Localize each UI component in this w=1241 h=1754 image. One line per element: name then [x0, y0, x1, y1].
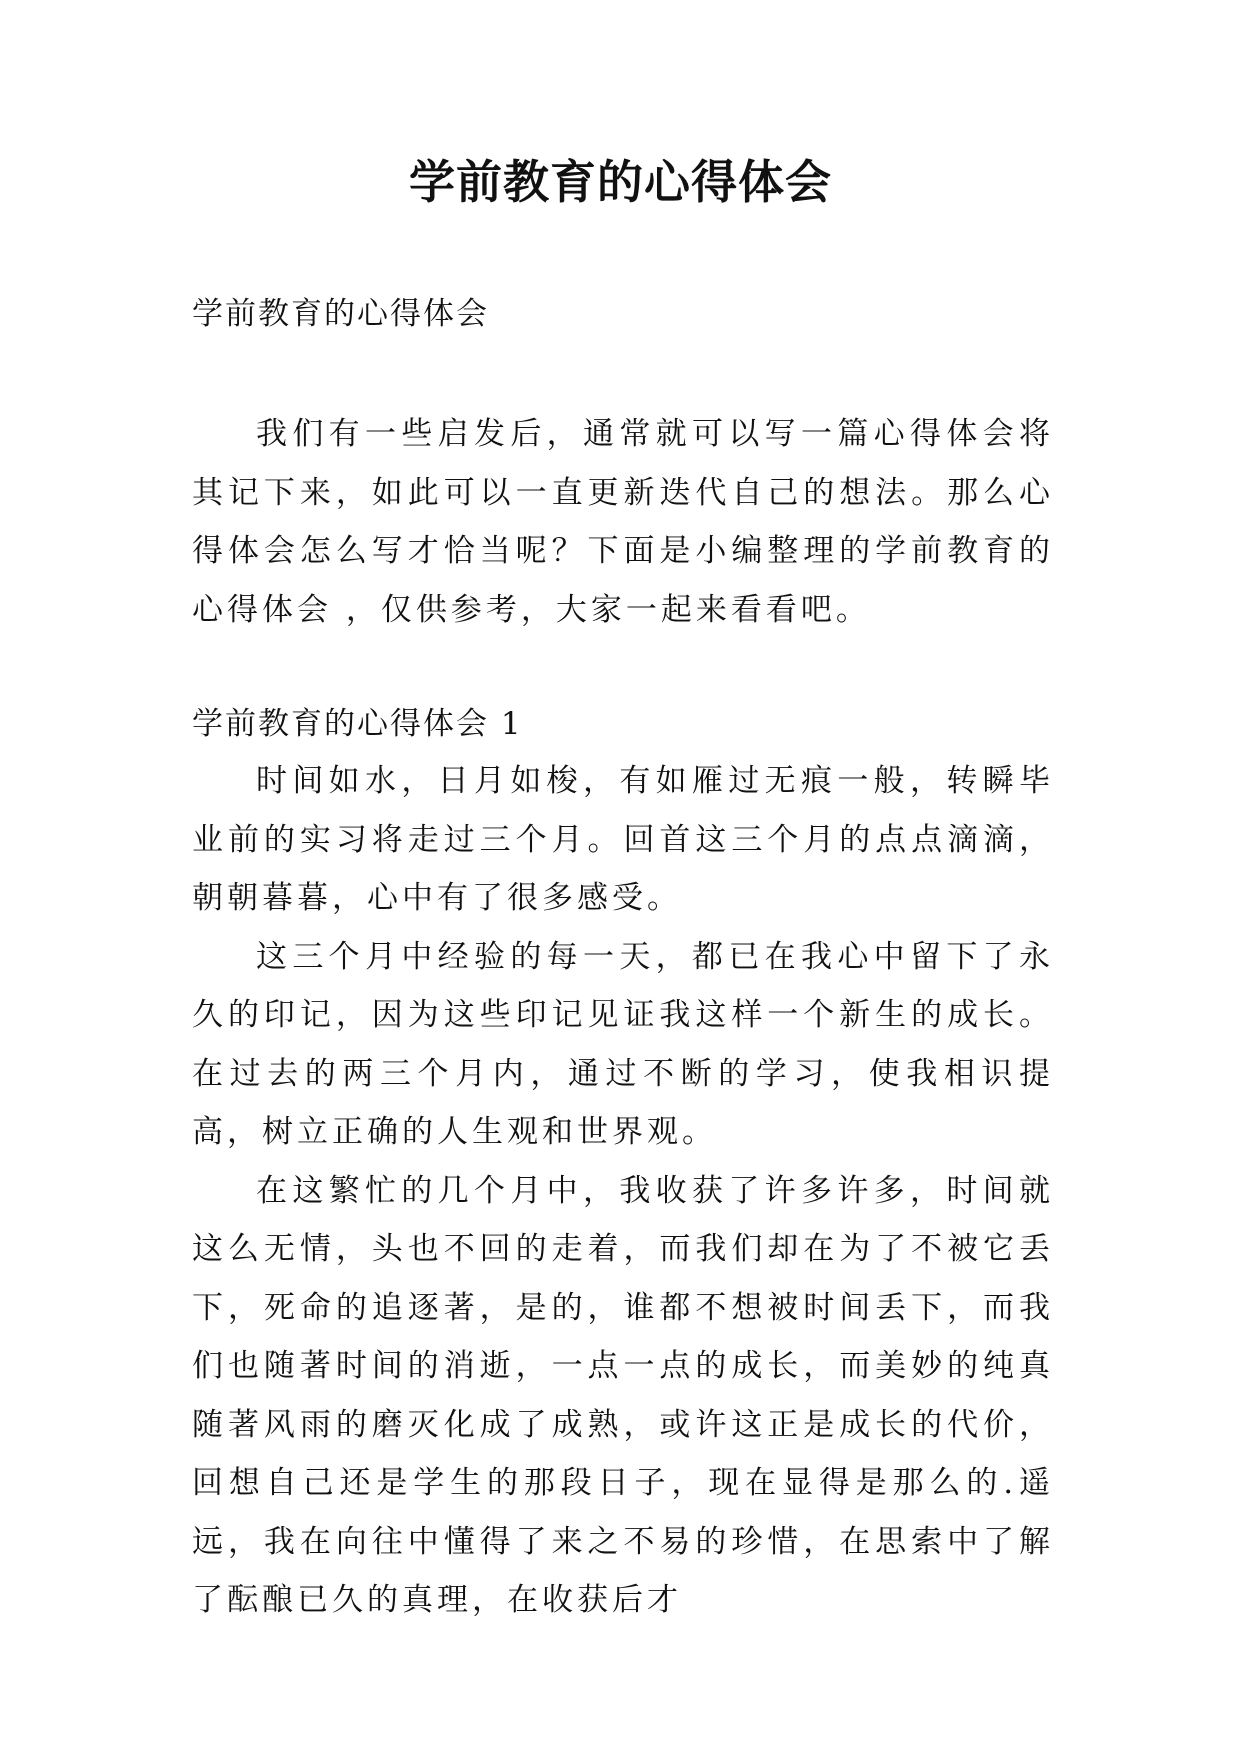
- body-paragraph: 在这繁忙的几个月中，我收获了许多许多，时间就这么无情，头也不回的走着，而我们却在为了不被它丢下，死命的追逐著，是的，谁都不想被时间丢下，而我们也随著时间的消逝，一点一点的成长，而美妙的纯真随著风雨的磨灭化成了成熟，或许这正是成长的代价，回想自己还是学生的那段日子，现在显得是那么的.遥远，我在向往中懂得了来之不易的珍惜，在思索中了解了酝酿已久的真理，在收获后才: [192, 1172, 1054, 1618]
- body-paragraph: 时间如水，日月如梭，有如雁过无痕一般，转瞬毕业前的实习将走过三个月。回首这三个月的点点滴滴，朝朝暮暮，心中有了很多感受。: [192, 763, 1054, 916]
- intro-paragraph: 我们有一些启发后，通常就可以写一篇心得体会将其记下来，如此可以一直更新迭代自己的想法。那么心得体会怎么写才恰当呢？下面是小编整理的学前教育的心得体会 ，仅供参考，大家一起来看看吧。: [192, 416, 1054, 628]
- document-title: 学前教育的心得体会: [409, 155, 832, 209]
- body-paragraph: 这三个月中经验的每一天，都已在我心中留下了永久的印记，因为这些印记见证我这样一个新生的成长。在过去的两三个月内，通过不断的学习，使我相识提高，树立正确的人生观和世界观。: [192, 938, 1054, 1150]
- body-text: [192, 752, 1054, 1630]
- document-subtitle: 学前教育的心得体会: [192, 296, 489, 332]
- section-heading: 学前教育的心得体会 1: [192, 706, 523, 742]
